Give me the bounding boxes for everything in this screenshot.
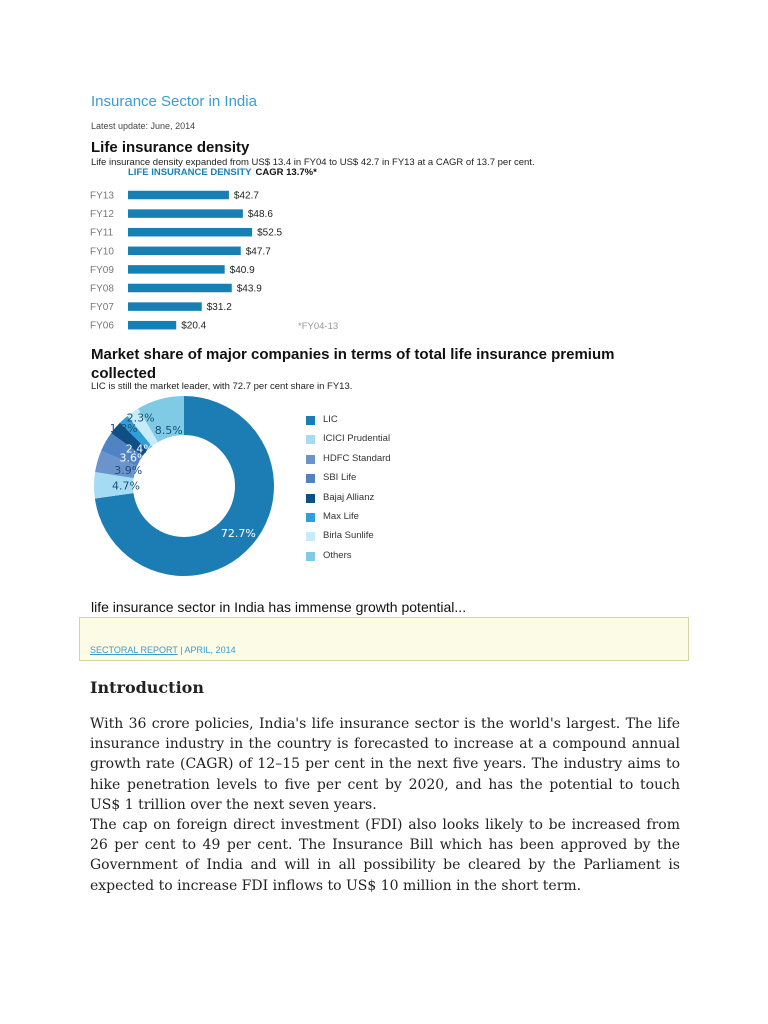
bar-value-label: $52.5	[257, 227, 283, 239]
donut-value-label: 4.7%	[112, 479, 140, 493]
density-chart-legend	[128, 167, 317, 178]
bar-category-label: FY08	[90, 283, 114, 295]
bar-category-label: FY11	[90, 227, 114, 239]
legend-label: Others	[323, 549, 352, 561]
density-bar-chart	[88, 181, 348, 333]
legend-swatch	[306, 513, 315, 522]
intro-body	[90, 714, 680, 896]
intro-paragraph-2: The cap on foreign direct investment (FDI) also looks likely to be increased from 26 per cent to 49 per cent. The Insurance Bill which has been approved by the Government of India and will in all possibility be cleared by the Parliament is expected to increase FDI inflows to US$ 10 million in the short term.	[90, 817, 680, 894]
bar-fy09	[128, 265, 225, 274]
legend-label: Birla Sunlife	[323, 530, 374, 542]
bar-value-label: $47.7	[245, 246, 271, 258]
last-update: Latest update: June, 2014	[91, 121, 196, 131]
legend-swatch	[306, 552, 315, 561]
legend-label: ICICI Prudential	[323, 433, 391, 445]
report-date: APRIL, 2014	[184, 645, 236, 655]
density-legend-series: LIFE INSURANCE DENSITY	[128, 167, 252, 178]
intro-paragraph-1: With 36 crore policies, India's life insurance sector is the world's largest. The life insurance industry in the country is forecasted to increase at a compound annual growth rate (CAGR) of 12–15 per cent in the next five years. The industry aims to hike penetration levels to five per cent by 2020, and has the potential to touch US$ 1 trillion over the next seven years.	[90, 716, 680, 813]
bar-value-label: $40.9	[229, 264, 255, 276]
density-description: Life insurance density expanded from US$ 13.4 in FY04 to US$ 42.7 in FY13 at a CAGR of 13.7 per cent.	[91, 157, 535, 168]
legend-swatch	[306, 532, 315, 541]
donut-value-label: 1.8%	[109, 422, 138, 436]
legend-swatch	[306, 435, 315, 444]
legend-swatch	[306, 455, 315, 464]
donut-value-label: 3.6%	[119, 451, 148, 465]
legend-swatch	[306, 474, 315, 483]
bar-fy11	[128, 228, 252, 237]
page-title: Insurance Sector in India	[91, 93, 257, 110]
legend-swatch	[306, 416, 315, 425]
bar-category-label: FY13	[90, 190, 114, 202]
legend-label: HDFC Standard	[323, 452, 391, 464]
bar-fy08	[128, 284, 232, 293]
legend-label: LIC	[323, 414, 338, 425]
bar-category-label: FY06	[90, 320, 114, 332]
bar-fy12	[128, 209, 243, 218]
legend-swatch	[306, 494, 315, 503]
bar-category-label: FY07	[90, 302, 114, 314]
donut-value-label: 8.5%	[154, 424, 183, 438]
bar-value-label: $42.7	[233, 190, 259, 202]
density-footnote: *FY04-13	[298, 321, 339, 332]
sectoral-report-link[interactable]: SECTORAL REPORT	[90, 645, 178, 655]
growth-heading: life insurance sector in India has immense growth potential...	[91, 599, 467, 615]
bar-category-label: FY12	[90, 209, 114, 221]
legend-label: SBI Life	[323, 472, 357, 484]
donut-value-label: 3.9%	[114, 464, 143, 478]
bar-value-label: $43.9	[236, 283, 262, 295]
market-share-heading: Market share of major companies in terms of total life insurance premium collected	[91, 346, 615, 382]
donut-value-label: 72.7%	[220, 527, 256, 541]
bar-value-label: $31.2	[206, 302, 232, 314]
bar-fy10	[128, 247, 241, 256]
bar-fy13	[128, 191, 229, 200]
donut-value-label: 2.3%	[126, 411, 155, 425]
bar-category-label: FY09	[90, 264, 114, 276]
market-share-description: LIC is still the market leader, with 72.7 per cent share in FY13.	[91, 381, 353, 392]
density-legend-cagr: CAGR 13.7%*	[255, 167, 317, 178]
bar-value-label: $48.6	[247, 209, 273, 221]
intro-heading: Introduction	[90, 678, 204, 697]
bar-fy06	[128, 321, 176, 330]
report-separator: |	[177, 645, 185, 655]
bar-fy07	[128, 302, 202, 311]
legend-label: Bajaj Allianz	[323, 491, 375, 503]
bar-category-label: FY10	[90, 246, 114, 258]
density-heading: Life insurance density	[91, 139, 250, 156]
market-share-donut-chart	[92, 392, 278, 582]
report-line	[90, 645, 236, 655]
legend-label: Max Life	[323, 511, 359, 522]
bar-value-label: $20.4	[181, 320, 207, 332]
donut-value-label: 2.4%	[125, 442, 154, 456]
